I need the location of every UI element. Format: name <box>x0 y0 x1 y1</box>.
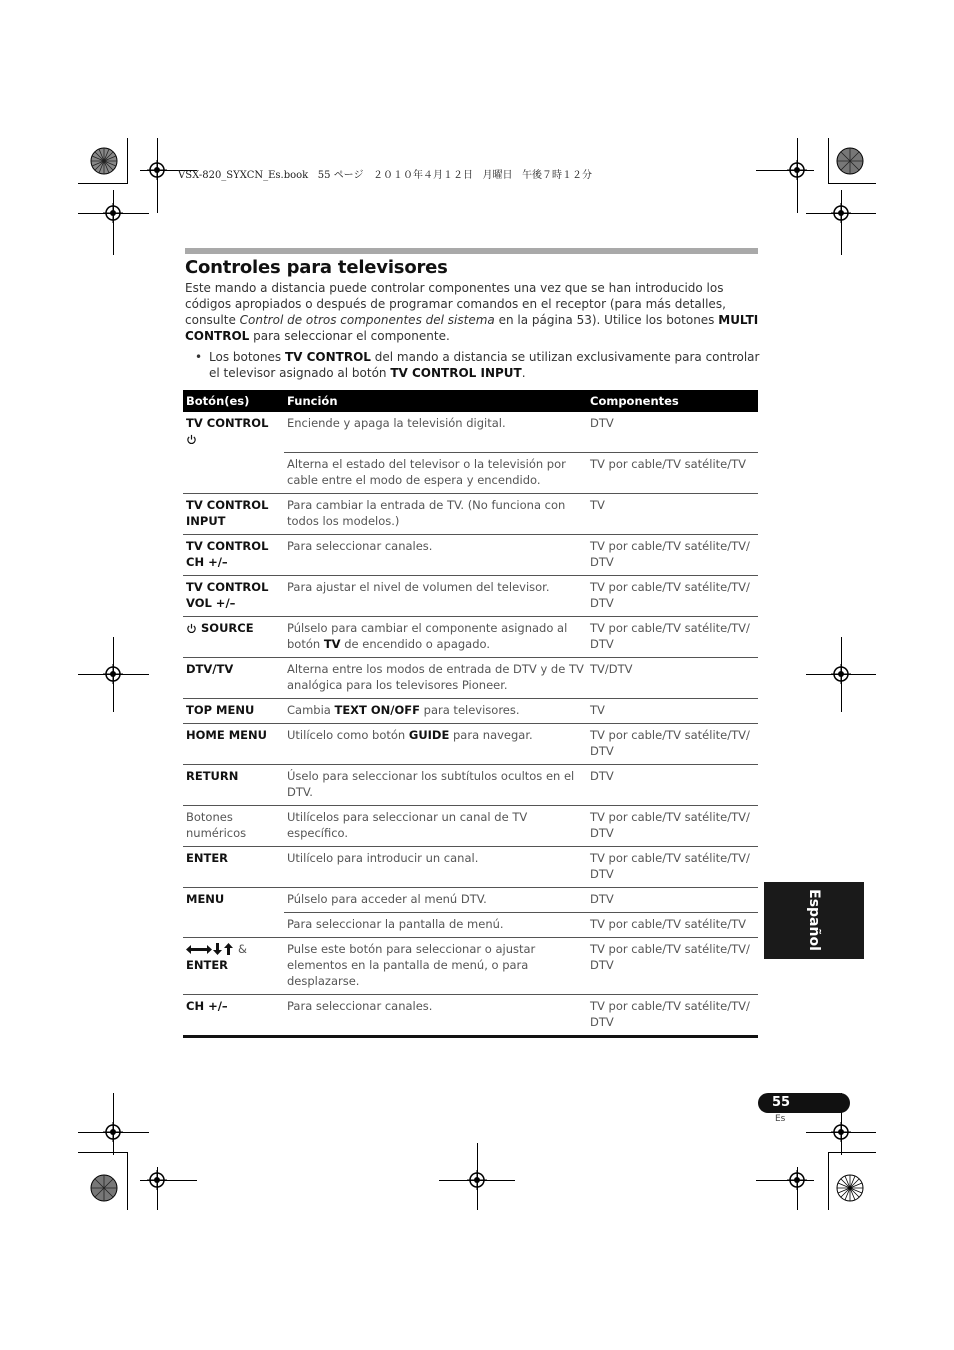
table-row <box>183 805 758 846</box>
components-cell: DTV <box>587 764 758 805</box>
function-cell: Para seleccionar la pantalla de menú. <box>284 912 587 937</box>
starburst-icon <box>836 147 864 175</box>
button-cell: ENTER <box>183 846 284 887</box>
components-cell: TV por cable/TV satélite/TV/ DTV <box>587 723 758 764</box>
starburst-icon <box>90 1174 118 1202</box>
table-row <box>183 616 758 657</box>
table-row <box>183 887 758 912</box>
column-header: Componentes <box>587 390 758 412</box>
table-row <box>183 846 758 887</box>
components-cell: TV por cable/TV satélite/TV <box>587 912 758 937</box>
components-cell: TV por cable/TV satélite/TV/ DTV <box>587 616 758 657</box>
button-cell: TV CONTROL INPUT <box>183 493 284 534</box>
button-cell: CH +/– <box>183 994 284 1036</box>
arrow-left-icon <box>186 944 199 955</box>
page-title: Controles para televisores <box>185 257 448 278</box>
function-cell: Úselo para seleccionar los subtítulos ocultos en el DTV. <box>284 764 587 805</box>
arrow-right-icon <box>199 944 212 955</box>
components-cell: TV/DTV <box>587 657 758 698</box>
table-row <box>183 698 758 723</box>
components-cell: TV por cable/TV satélite/TV/ DTV <box>587 937 758 994</box>
components-cell: TV por cable/TV satélite/TV/ DTV <box>587 805 758 846</box>
components-cell: TV por cable/TV satélite/TV/ DTV <box>587 534 758 575</box>
page-number-badge <box>758 1093 850 1113</box>
components-cell: DTV <box>587 412 758 452</box>
function-cell: Púlselo para cambiar el componente asignado al botón TV de encendido o apagado. <box>284 616 587 657</box>
tv-control-table <box>183 390 758 1038</box>
function-cell: Para cambiar la entrada de TV. (No funciona con todos los modelos.) <box>284 493 587 534</box>
page-language: Es <box>775 1114 786 1124</box>
registration-target-icon <box>103 664 123 684</box>
registration-target-icon <box>787 1170 807 1190</box>
function-cell: Para ajustar el nivel de volumen del televisor. <box>284 575 587 616</box>
components-cell: TV <box>587 493 758 534</box>
bullet-note: • Los botones TV CONTROL del mando a distancia se utilizan exclusivamente para controlar el televisor asignado al botón TV CONTROL INPUT. <box>195 350 760 380</box>
button-cell: SOURCE <box>183 616 284 657</box>
arrow-down-icon <box>212 943 223 955</box>
function-cell: Alterna el estado del televisor o la televisión por cable entre el modo de espera y encendido. <box>284 452 587 493</box>
section-top-bar <box>185 248 758 254</box>
components-cell: TV por cable/TV satélite/TV/ DTV <box>587 994 758 1036</box>
table-row <box>183 912 758 937</box>
page-number: 55 <box>772 1095 791 1110</box>
function-cell: Alterna entre los modos de entrada de DTV y de TV analógica para los televisores Pioneer. <box>284 657 587 698</box>
table-header-row <box>183 390 758 412</box>
button-cell: TV CONTROL <box>183 412 284 452</box>
button-cell: & ENTER <box>183 937 284 994</box>
table-row <box>183 937 758 994</box>
language-side-tab: Español <box>764 882 864 959</box>
function-cell: Para seleccionar canales. <box>284 994 587 1036</box>
table-row <box>183 657 758 698</box>
function-cell: Utilícelo como botón GUIDE para navegar. <box>284 723 587 764</box>
table-row <box>183 534 758 575</box>
button-cell <box>183 912 284 937</box>
function-cell: Utilícelo para introducir un canal. <box>284 846 587 887</box>
print-header: VSX-820_SYXCN_Es.book 55 ページ ２０１０年４月１２日 月曜日 午後７時１２分 <box>178 170 593 181</box>
registration-target-icon <box>831 203 851 223</box>
power-icon <box>186 434 197 445</box>
function-cell: Utilícelos para seleccionar un canal de TV específico. <box>284 805 587 846</box>
power-icon <box>186 623 197 634</box>
intro-paragraph: Este mando a distancia puede controlar componentes una vez que se han introducido los códigos apropiados o después de programar comandos en el receptor (para más detalles, consulte Control de otros componentes del sistema en la página 53). Utilice los botones MULTI CONTROL para seleccionar el componente. <box>185 281 759 343</box>
button-cell: DTV/TV <box>183 657 284 698</box>
table-row <box>183 452 758 493</box>
table-row <box>183 575 758 616</box>
function-cell: Para seleccionar canales. <box>284 534 587 575</box>
registration-target-icon <box>467 1170 487 1190</box>
registration-target-icon <box>147 160 167 180</box>
registration-target-icon <box>103 203 123 223</box>
button-cell <box>183 452 284 493</box>
button-cell: TV CONTROL CH +/– <box>183 534 284 575</box>
function-cell: Pulse este botón para seleccionar o ajustar elementos en la pantalla de menú, o para desplazarse. <box>284 937 587 994</box>
button-cell: HOME MENU <box>183 723 284 764</box>
function-cell: Púlselo para acceder al menú DTV. <box>284 887 587 912</box>
components-cell: TV por cable/TV satélite/TV <box>587 452 758 493</box>
arrow-up-icon <box>223 943 234 955</box>
button-cell: TV CONTROL VOL +/– <box>183 575 284 616</box>
button-cell: RETURN <box>183 764 284 805</box>
components-cell: TV <box>587 698 758 723</box>
table-row <box>183 764 758 805</box>
registration-target-icon <box>787 160 807 180</box>
registration-target-icon <box>147 1170 167 1190</box>
registration-target-icon <box>831 664 851 684</box>
components-cell: TV por cable/TV satélite/TV/ DTV <box>587 846 758 887</box>
function-cell: Enciende y apaga la televisión digital. <box>284 412 587 452</box>
function-cell: Cambia TEXT ON/OFF para televisores. <box>284 698 587 723</box>
components-cell: TV por cable/TV satélite/TV/ DTV <box>587 575 758 616</box>
table-row <box>183 493 758 534</box>
column-header: Botón(es) <box>183 390 284 412</box>
table-row <box>183 723 758 764</box>
table-row <box>183 994 758 1036</box>
starburst-icon <box>90 147 118 175</box>
starburst-icon <box>836 1174 864 1202</box>
button-cell: TOP MENU <box>183 698 284 723</box>
registration-target-icon <box>103 1122 123 1142</box>
column-header: Función <box>284 390 587 412</box>
button-cell: Botones numéricos <box>183 805 284 846</box>
registration-target-icon <box>831 1122 851 1142</box>
components-cell: DTV <box>587 887 758 912</box>
button-cell: MENU <box>186 891 225 906</box>
table-row <box>183 412 758 452</box>
